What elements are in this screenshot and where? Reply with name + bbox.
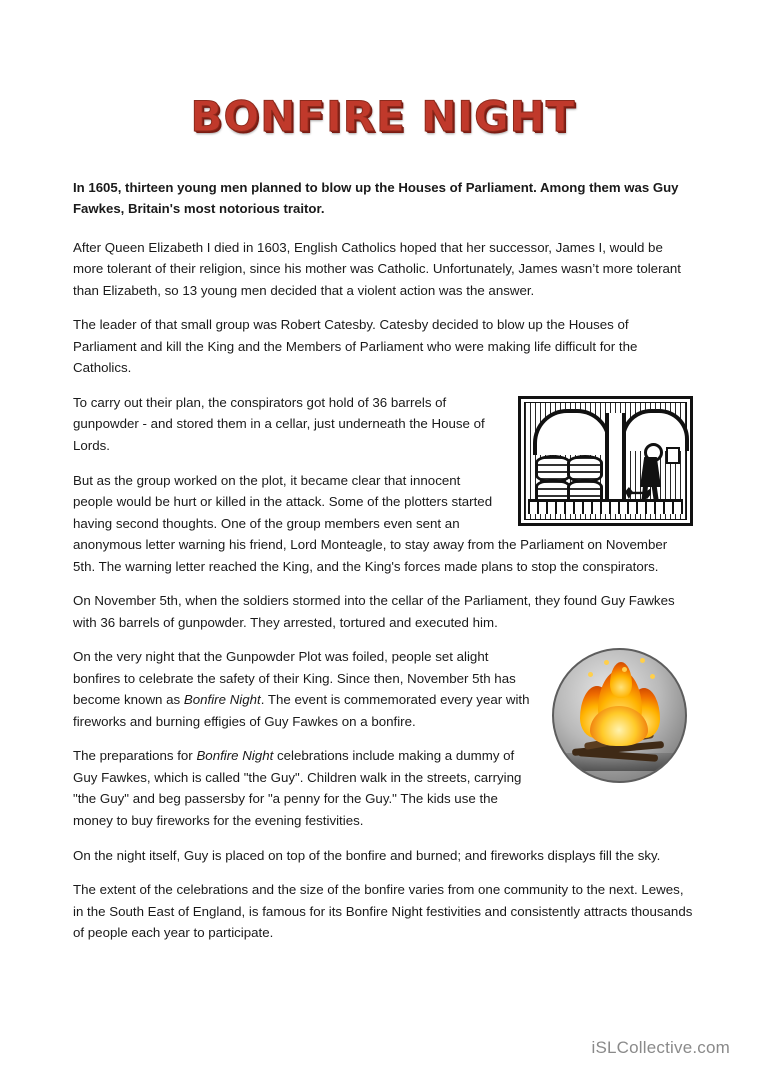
bonfire-emblem xyxy=(552,648,687,783)
spark-icon xyxy=(650,674,655,679)
spark-icon xyxy=(588,672,593,677)
lead-paragraph: In 1605, thirteen young men planned to blow up the Houses of Parliament. Among them was Guy Fawkes, Britain's most notorious traitor. xyxy=(73,180,679,217)
spark-icon xyxy=(640,658,645,663)
woodcut-arch-left xyxy=(533,409,611,455)
site-watermark: iSLCollective.com xyxy=(591,1038,730,1057)
woodcut-pillar xyxy=(605,413,626,505)
paragraph-5: On November 5th, when the soldiers stormed into the cellar of the Parliament, they found Guy Fawkes with 36 barrels of gunpowder. They arrested, tortured and executed him. xyxy=(73,593,675,630)
bonfire-oval-frame xyxy=(552,648,687,783)
article-body xyxy=(73,141,693,944)
paragraph-7: The extent of the celebrations and the size of the bonfire varies from one community to the next. Lewes, in the South East of England, is famous for its Bonfire Night festivities and consistently attracts thousands of people each year to participate. xyxy=(73,882,693,941)
gunpowder-cellar-woodcut xyxy=(518,396,693,526)
paragraph-2: The leader of that small group was Robert Catesby. Catesby decided to blow up the Houses of Parliament and kill the King and the Members of Parliament who were making life difficult for the Catholics. xyxy=(73,317,638,376)
paragraph-bonfire-night-after: . The event is commemorated every year with fireworks and burning effigies of Guy Fawkes on a bonfire. xyxy=(73,692,530,729)
paragraph-bonfire-night-before: On the very night that the Gunpowder Plot was foiled, people set alight bonfires to celebrate the safety of their King. Since then, November 5th has become known as xyxy=(73,649,516,708)
woodcut-figure-body xyxy=(640,457,661,487)
woodcut-floor xyxy=(528,499,683,514)
woodcut-figure xyxy=(638,443,664,505)
paragraph-1: After Queen Elizabeth I died in 1603, English Catholics hoped that her successor, James I, would be more tolerant of their religion, since his mother was Catholic. Unfortunately, James wasn’t more tolerant than Elizabeth, so 13 young men decided that a violent action was the answer. xyxy=(73,239,681,298)
flame-icon xyxy=(590,706,648,746)
paragraph-6: On the night itself, Guy is placed on top of the bonfire and burned; and fireworks displays fill the sky. xyxy=(73,847,661,863)
spark-icon xyxy=(622,667,627,672)
woodcut-inner-frame xyxy=(524,402,687,520)
paragraph-4: But as the group worked on the plot, it became clear that innocent people would be hurt or killed in the attack. Some of the plotters started having second thoughts. One of the group members even sent an anonymous letter warning his friend, Lord Monteagle, to stay away from the Parliament on November 5th. The warning letter reached the King, and the King's forces made plans to stop the conspirators. xyxy=(73,472,668,574)
term-bonfire-night-2: Bonfire Night xyxy=(196,748,274,764)
bonfire-sparks xyxy=(584,658,656,688)
woodcut-lantern xyxy=(666,447,680,464)
page-title: BONFIRE NIGHT xyxy=(190,92,576,141)
paragraph-preparations-after: celebrations include making a dummy of Guy Fawkes, which is called "the Guy". Children walk in the streets, carrying "the Guy" and beg passersby for "a penny for the Guy." The kids use the money to buy fireworks for the evening festivities. xyxy=(73,748,522,828)
paragraph-3: To carry out their plan, the conspirators got hold of 36 barrels of gunpowder - and stored them in a cellar, just underneath the House of Lords. xyxy=(73,394,485,453)
spark-icon xyxy=(604,660,609,665)
paragraph-preparations-before: The preparations for xyxy=(73,748,197,764)
term-bonfire-night: Bonfire Night xyxy=(183,692,261,708)
